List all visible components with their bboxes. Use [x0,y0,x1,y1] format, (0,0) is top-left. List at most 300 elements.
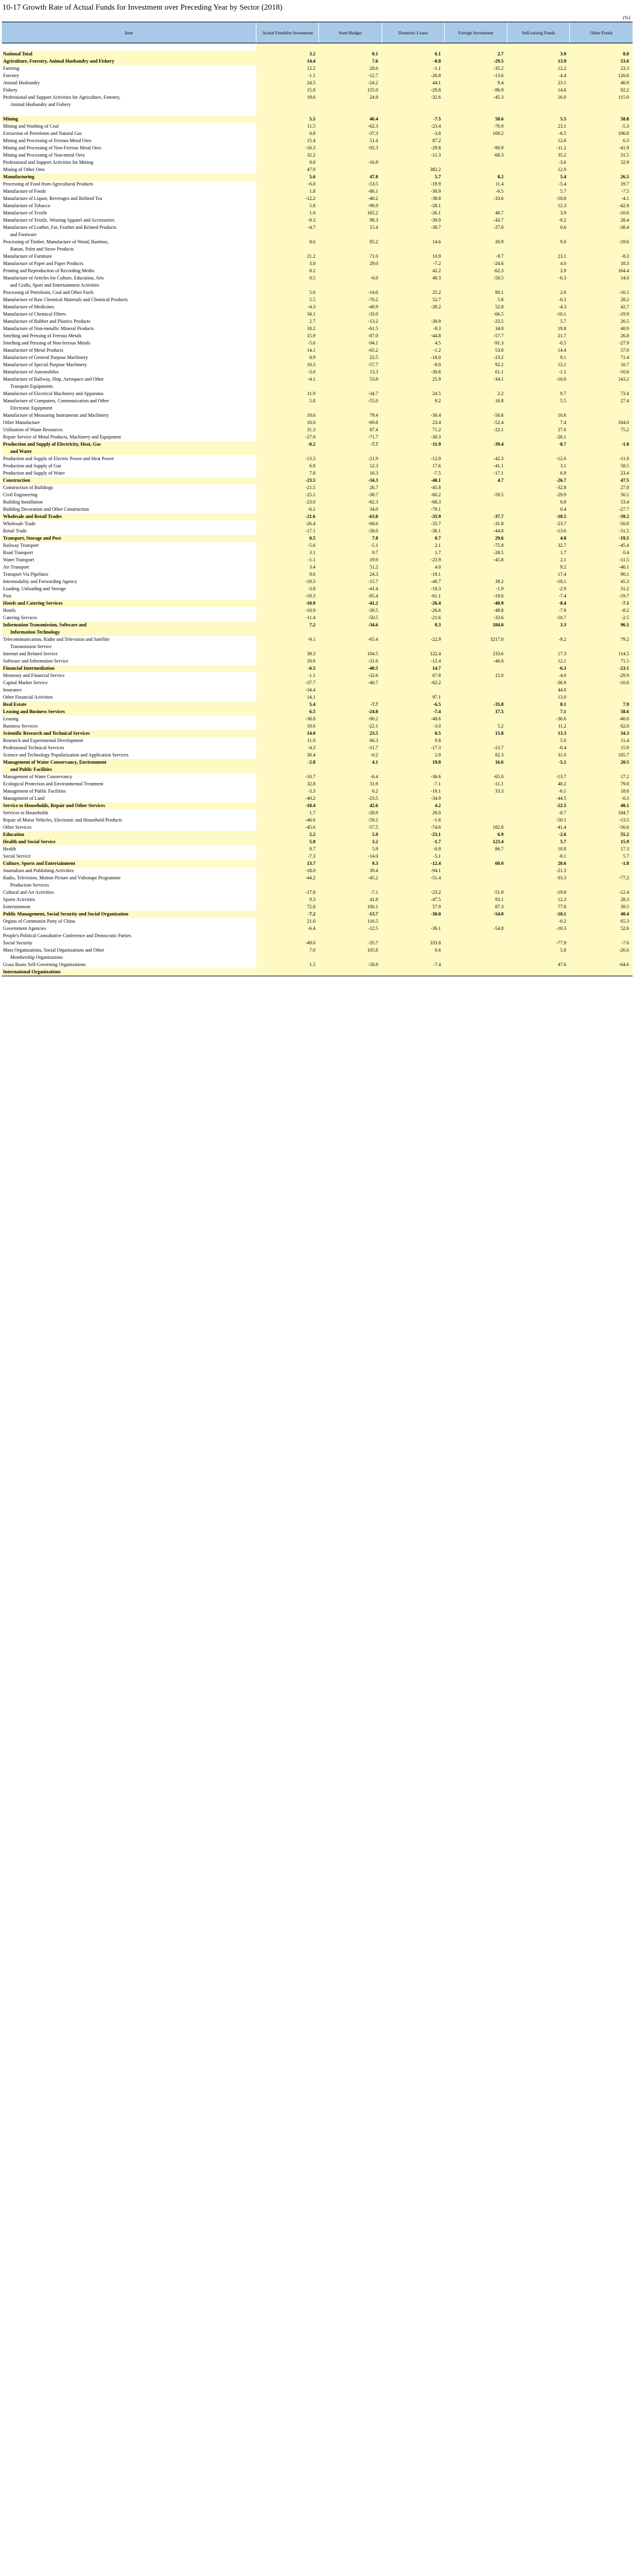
cell-item: Hotels and Catering Services [2,600,256,607]
table-row [2,831,633,838]
cell-self-raising-funds [507,882,570,889]
cell-item: Manufacture of Rubber and Plastics Products [3,319,91,324]
cell-domestic-loans: 5.7 [382,173,444,181]
cell-self-raising-funds: -7.9 [507,607,570,614]
table-row [2,961,633,968]
cell-state-budget: 47.8 [319,173,382,181]
cell-foreign-investment: 20.9 [444,239,507,246]
cell-foreign-investment: -13.6 [444,72,507,80]
cell-other-funds: -19.5 [570,535,633,542]
cell-foreign-investment: -96.9 [444,87,507,94]
cell-item: Retail Trade [3,528,27,534]
table-row [2,224,633,231]
cell-domestic-loans [382,687,444,694]
cell-self-raising-funds: 20.6 [507,860,570,867]
cell-item: Repair Service of Metal Products, Machinery and Equipment [3,434,121,440]
cell-self-raising-funds: -23.7 [507,520,570,528]
cell-other-funds: -4.1 [570,195,633,202]
cell-foreign-investment: 80.1 [444,289,507,296]
cell-state-budget: -41.2 [319,600,382,607]
cell-foreign-investment: -9.7 [444,253,507,260]
cell-domestic-loans: -79.1 [382,506,444,513]
cell-other-funds [570,643,633,650]
cell-actual-funds: 18.2 [256,325,319,332]
cell-domestic-loans [382,383,444,390]
cell-domestic-loans: -23.1 [382,831,444,838]
cell-item: Intermodality and Forwarding Agency [3,579,77,584]
cell-item: Manufacture of Electrical Machinery and Apparatus [3,391,104,396]
cell-domestic-loans: -62.2 [382,679,444,687]
cell-self-raising-funds: 5.0 [507,737,570,744]
cell-item: Management of Land [3,796,45,801]
cell-foreign-investment: 6.9 [444,831,507,838]
cell-item: Science and Technology Popularization and Application Services [3,752,129,758]
table-row [2,925,633,932]
cell-state-budget: -70.2 [319,296,382,304]
cell-self-raising-funds: -9.2 [507,217,570,224]
table-row-continuation [2,643,633,650]
cell-foreign-investment: -45.3 [444,94,507,101]
cell-domestic-loans: 4.0 [382,564,444,571]
cell-foreign-investment [444,448,507,455]
cell-item: Manufacture of Medicines [3,304,54,310]
cell-state-budget: -96.9 [319,202,382,210]
cell-foreign-investment [444,506,507,513]
cell-self-raising-funds: -5.1 [507,759,570,766]
cell-self-raising-funds: -13.6 [507,528,570,535]
table-row [2,43,633,51]
table-row [2,896,633,903]
cell-item: Leasing and Business Services [2,708,256,716]
cell-item: Manufacture of Articles for Culture, Education, Arts [3,275,104,281]
cell-state-budget: 46.4 [319,116,382,123]
cell-actual-funds: 10.3 [256,361,319,369]
cell-state-budget: -68.6 [319,520,382,528]
cell-foreign-investment: -68.3 [444,152,507,159]
cell-self-raising-funds: 8.1 [507,701,570,708]
table-row [2,108,633,116]
cell-domestic-loans: 42.2 [382,267,444,275]
cell-foreign-investment: -42.3 [444,455,507,463]
cell-item: Electronic Equipment [10,405,52,411]
cell-actual-funds: 14.1 [256,347,319,354]
cell-domestic-loans: -30.3 [382,434,444,441]
cell-state-budget: -85.4 [319,593,382,600]
cell-foreign-investment: 3217.0 [444,636,507,643]
cell-state-budget: 42.6 [319,802,382,809]
cell-domestic-loans: -35.7 [382,520,444,528]
cell-domestic-loans: -3.0 [382,723,444,730]
cell-domestic-loans: 4.5 [382,340,444,347]
cell-state-budget: -7.7 [319,441,382,448]
table-row [2,202,633,210]
cell-other-funds: -12.4 [570,889,633,896]
cell-self-raising-funds: 12.3 [507,896,570,903]
cell-domestic-loans: -19.1 [382,571,444,578]
cell-foreign-investment [444,968,507,976]
cell-item: Information Technology [2,629,256,636]
table-row [2,730,633,737]
cell-domestic-loans: -22.9 [382,636,444,643]
cell-self-raising-funds: 47.6 [507,961,570,968]
cell-self-raising-funds: -0.7 [507,809,570,817]
cell-state-budget: -65.2 [319,347,382,354]
table-row [2,650,633,658]
cell-item: National Total [2,51,256,58]
cell-state-budget: -57.7 [319,361,382,369]
cell-actual-funds: 15.4 [256,137,319,145]
cell-actual-funds: -6.1 [256,506,319,513]
cell-actual-funds: 6.8 [256,463,319,470]
table-row [2,622,633,629]
table-row [2,614,633,622]
cell-item: Culture, Sports and Entertainment [2,860,256,867]
cell-actual-funds: -49.6 [256,940,319,947]
table-row [2,549,633,557]
cell-state-budget: 98.3 [319,217,382,224]
cell-self-raising-funds: 2.6 [507,289,570,296]
cell-self-raising-funds: 5.5 [507,398,570,405]
cell-actual-funds: -45.6 [256,824,319,831]
cell-other-funds: 8.0 [570,51,633,58]
cell-state-budget: 26.7 [319,484,382,491]
cell-foreign-investment [444,766,507,773]
cell-other-funds: -11.5 [570,557,633,564]
cell-domestic-loans [382,968,444,976]
table-row [2,419,633,426]
cell-domestic-loans: -18.0 [382,354,444,361]
cell-item: Processing of Timber, Manufacture of Wood, Bamboo, [3,239,109,245]
cell-foreign-investment [444,716,507,723]
cell-actual-funds: -12.2 [256,195,319,202]
cell-foreign-investment [444,932,507,940]
cell-other-funds: 47.5 [570,477,633,484]
cell-state-budget: 51.4 [319,137,382,145]
cell-item: Social Security [3,940,33,946]
cell-other-funds: -27.7 [570,506,633,513]
cell-foreign-investment: 182.8 [444,824,507,831]
table-row [2,289,633,296]
cell-self-raising-funds: 13.9 [507,58,570,65]
cell-item: Repair of Motor Vehicles, Electronic and Household Products [3,817,123,823]
cell-other-funds: 26.5 [570,318,633,325]
cell-other-funds: -77.2 [570,875,633,882]
cell-domestic-loans: -32.6 [382,94,444,101]
cell-item: Other Services [3,825,32,830]
table-row [2,600,633,607]
cell-foreign-investment: 61.1 [444,369,507,376]
cell-self-raising-funds [507,968,570,976]
cell-state-budget: 24.3 [319,571,382,578]
cell-other-funds: -10.6 [570,369,633,376]
cell-domestic-loans: -38.7 [382,224,444,231]
cell-item: Software and Information Service [3,658,69,664]
cell-state-budget [319,629,382,636]
cell-state-budget: 51.2 [319,564,382,571]
cell-state-budget: -53.5 [319,181,382,188]
cell-actual-funds: 12.2 [256,65,319,72]
cell-self-raising-funds: -18.5 [507,513,570,520]
cell-self-raising-funds: 12.3 [507,202,570,210]
cell-domestic-loans: 19.8 [382,759,444,766]
table-body [2,43,633,976]
cell-item: Manufacture of Railway, Ship, Aerospace and Other [3,376,104,382]
cell-domestic-loans [382,108,444,116]
cell-self-raising-funds: -18.1 [507,578,570,585]
cell-state-budget: -71.7 [319,434,382,441]
cell-item: Transport, Storage and Post [2,535,256,542]
cell-other-funds: 56.1 [570,491,633,499]
cell-state-budget: 53.8 [319,376,382,383]
cell-item: Civil Engineering [3,492,38,497]
cell-domestic-loans: -18.1 [382,788,444,795]
cell-item: Mass Organizations, Social Organizations and Other [3,947,105,953]
table-row [2,911,633,918]
cell-foreign-investment [444,383,507,390]
cell-actual-funds [256,629,319,636]
cell-domestic-loans: -28.2 [382,304,444,311]
cell-domestic-loans [382,231,444,239]
cell-foreign-investment [444,643,507,650]
cell-foreign-investment: -31.8 [444,520,507,528]
cell-item: Professional Technical Services [3,745,64,750]
table-row [2,716,633,723]
cell-domestic-loans: 52.7 [382,296,444,304]
cell-foreign-investment: -37.7 [444,513,507,520]
cell-foreign-investment [444,108,507,116]
cell-foreign-investment: 86.7 [444,846,507,853]
cell-self-raising-funds: 16.0 [507,94,570,101]
table-row [2,181,633,188]
cell-other-funds: -7.6 [570,940,633,947]
table-row [2,571,633,578]
cell-self-raising-funds: -77.9 [507,940,570,947]
table-row-continuation [2,383,633,390]
cell-item: Manufacture of Tobacco [3,203,51,208]
cell-state-budget: 41.8 [319,896,382,903]
cell-item: Cultural and Art Activities [3,890,54,895]
cell-foreign-investment [444,918,507,925]
cell-other-funds: 0.4 [570,549,633,557]
cell-actual-funds: -4.7 [256,224,319,231]
cell-other-funds: 105.7 [570,752,633,759]
cell-other-funds: 120.6 [570,72,633,80]
cell-other-funds [570,867,633,875]
cell-foreign-investment: -34.1 [444,376,507,383]
cell-actual-funds: -13.3 [256,455,319,463]
cell-domestic-loans: -47.5 [382,896,444,903]
cell-foreign-investment [444,679,507,687]
cell-foreign-investment: -11.1 [444,781,507,788]
cell-foreign-investment [444,166,507,173]
table-row-continuation [2,448,633,455]
cell-foreign-investment: 92.2 [444,361,507,369]
table-row [2,824,633,831]
cell-domestic-loans [382,246,444,253]
cell-domestic-loans: -7.4 [382,708,444,716]
table-row [2,275,633,282]
cell-foreign-investment: -90.9 [444,145,507,152]
cell-state-budget: 28.6 [319,65,382,72]
cell-foreign-investment: -35.8 [444,701,507,708]
cell-actual-funds [256,968,319,976]
cell-domestic-loans [382,282,444,289]
cell-state-budget: -55.0 [319,398,382,405]
cell-domestic-loans: 40.3 [382,275,444,282]
cell-actual-funds: 1.8 [256,188,319,195]
cell-item: Entertainment [3,904,31,909]
cell-self-raising-funds: 23.1 [507,253,570,260]
cell-state-budget: 13.3 [319,369,382,376]
cell-actual-funds: 72.8 [256,903,319,911]
cell-domestic-loans: -11.3 [382,152,444,159]
table-row [2,802,633,809]
cell-actual-funds: -26.4 [256,520,319,528]
cell-state-budget: -33.0 [319,311,382,318]
cell-state-budget: 104.5 [319,650,382,658]
cell-item: International Organizations [2,968,256,976]
cell-foreign-investment: 82.3 [444,752,507,759]
cell-self-raising-funds: 77.8 [507,903,570,911]
cell-state-budget: -69.8 [319,419,382,426]
cell-actual-funds: 10.0 [256,419,319,426]
cell-self-raising-funds: -33.3 [507,875,570,882]
cell-item: Financial Intermediation [2,665,256,672]
cell-other-funds: -0.3 [570,795,633,802]
cell-state-budget: -58.8 [319,961,382,968]
cell-other-funds: 52.6 [570,925,633,932]
cell-other-funds: 55.2 [570,831,633,838]
cell-actual-funds: -5.6 [256,542,319,549]
table-row [2,918,633,925]
cell-actual-funds: 21.0 [256,918,319,925]
cell-other-funds: -10.8 [570,679,633,687]
cell-self-raising-funds: -5.4 [507,181,570,188]
cell-actual-funds: -17.1 [256,528,319,535]
cell-domestic-loans: -26.4 [382,600,444,607]
cell-self-raising-funds: -8.4 [507,600,570,607]
cell-state-budget: -62.3 [319,123,382,130]
cell-actual-funds: 34.1 [256,311,319,318]
cell-self-raising-funds: 3.9 [507,210,570,217]
cell-self-raising-funds: 6.9 [507,470,570,477]
cell-foreign-investment: -52.4 [444,419,507,426]
cell-other-funds [570,412,633,419]
cell-foreign-investment: -46.0 [444,658,507,665]
cell-self-raising-funds: -2.9 [507,585,570,593]
cell-other-funds: 48.1 [570,802,633,809]
cell-self-raising-funds: 21.7 [507,332,570,340]
cell-foreign-investment: -62.3 [444,267,507,275]
cell-state-budget [319,108,382,116]
cell-domestic-loans: -23.2 [382,889,444,896]
cell-state-budget: -34.3 [319,477,382,484]
cell-actual-funds: -17.8 [256,889,319,896]
cell-item: Research and Experimental Development [3,738,84,743]
cell-self-raising-funds: -10.8 [507,195,570,202]
cell-foreign-investment: -45.8 [444,557,507,564]
cell-foreign-investment [444,43,507,51]
cell-other-funds: 39.5 [570,903,633,911]
cell-state-budget [319,687,382,694]
table-row [2,860,633,867]
cell-domestic-loans: 2.1 [382,542,444,549]
cell-item: Manufacture of Computers, Communication and Other [3,398,109,404]
cell-other-funds: 34.3 [570,730,633,737]
cell-state-budget: 5.9 [319,831,382,838]
cell-actual-funds: -6.4 [256,925,319,932]
cell-actual-funds [256,882,319,889]
cell-self-raising-funds: -26.1 [507,434,570,441]
cell-other-funds: 71.4 [570,354,633,361]
cell-item: Professional and Support Activities for Mining [3,160,93,165]
cell-state-budget: -13.2 [319,318,382,325]
cell-self-raising-funds: -0.2 [507,918,570,925]
cell-item: Mining and Washing of Coal [3,123,59,129]
cell-state-budget: -6.4 [319,773,382,781]
cell-actual-funds: -3.3 [256,788,319,795]
cell-domestic-loans: 14.7 [382,665,444,672]
cell-actual-funds: -21.6 [256,513,319,520]
table-row [2,166,633,173]
cell-foreign-investment [444,564,507,571]
cell-domestic-loans: 2.9 [382,752,444,759]
cell-state-budget: -21.9 [319,455,382,463]
cell-state-budget: -23.5 [319,795,382,802]
cell-domestic-loans: -36.1 [382,925,444,932]
cell-other-funds: -10.6 [570,210,633,217]
cell-state-budget: 105.8 [319,947,382,954]
cell-other-funds: -50.0 [570,520,633,528]
cell-domestic-loans: -0.9 [382,846,444,853]
cell-item: Mining [2,116,256,123]
cell-self-raising-funds: 4.8 [507,535,570,542]
cell-actual-funds: -1.1 [256,72,319,80]
cell-domestic-loans: -29.8 [382,145,444,152]
cell-other-funds: 164.4 [570,267,633,275]
cell-actual-funds: 0.8 [256,130,319,137]
cell-domestic-loans: -8.8 [382,58,444,65]
cell-other-funds: 28.4 [570,217,633,224]
cell-item: Education [2,831,256,838]
cell-item: Farming [3,66,20,71]
cell-domestic-loans [382,643,444,650]
cell-domestic-loans [382,932,444,940]
cell-foreign-investment: 100.2 [444,130,507,137]
cell-other-funds: -19.6 [570,239,633,246]
cell-actual-funds: 1.0 [256,210,319,217]
cell-actual-funds [256,246,319,253]
cell-foreign-investment: -27.0 [444,224,507,231]
cell-item: People's Political Consultative Conference and Democratic Parties [3,933,131,938]
cell-other-funds: 79.8 [570,781,633,788]
cell-self-raising-funds: 5.7 [507,188,570,195]
table-row [2,441,633,448]
cell-item: Manufacture of Raw Chemical Materials and Chemical Products [3,297,128,302]
cell-foreign-investment: 15.0 [444,672,507,679]
cell-item: Mining and Processing of Ferrous Metal Ores [3,138,91,143]
cell-state-budget: 24.9 [319,94,382,101]
cell-domestic-loans: 10.9 [382,253,444,260]
cell-state-budget [319,954,382,961]
cell-self-raising-funds [507,932,570,940]
cell-item: Real Estate [2,701,256,708]
cell-foreign-investment: -65.0 [444,773,507,781]
cell-state-budget: 16.3 [319,470,382,477]
cell-foreign-investment [444,405,507,412]
cell-item: Animal Husbandry [3,80,40,86]
cell-item: Post [3,593,11,599]
